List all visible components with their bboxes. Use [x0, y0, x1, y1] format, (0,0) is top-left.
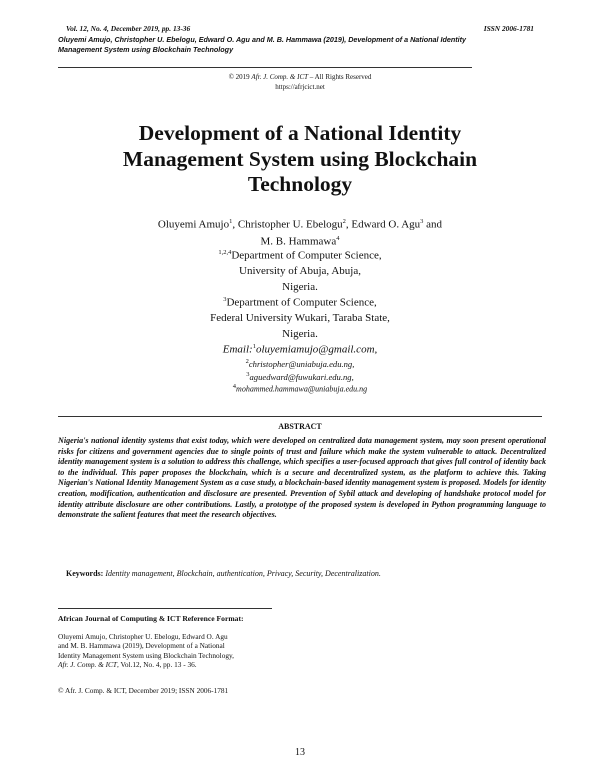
- author-1: Oluyemi Amujo: [157, 218, 230, 231]
- running-authors-line-1: Oluyemi Amujo, Christopher U. Ebelogu, Edward O. Agu and M. B. Hammawa (2019), Development of a National Identity: [58, 35, 467, 44]
- email-2[interactable]: christopher@uniabuja.edu.ng,: [248, 358, 355, 369]
- email-4[interactable]: mohammed.hammawa@uniabuja.edu.ng: [236, 384, 368, 394]
- email-line-4: $^4$mohammed.hammawa@uniabuja.edu.ng: [232, 383, 368, 394]
- affiliation-2: $^3$Department of Computer Science, Federal University Wukari, Taraba State, Nigeria.: [210, 296, 390, 340]
- keywords-value: Identity management, Blockchain, authentication, Privacy, Security, Decentralization.: [105, 569, 381, 578]
- page-number: 13: [295, 747, 305, 758]
- author-2: , Christopher U. Ebelogu: [232, 218, 343, 231]
- reference-heading: African Journal of Computing & ICT Reference Format:: [58, 614, 244, 623]
- header-divider: [58, 67, 472, 68]
- copyright-block: [0, 73, 600, 92]
- author-4: M. B. Hammawa: [260, 235, 337, 248]
- running-authors: [58, 35, 538, 54]
- reference-citation: Oluyemi Amujo, Christopher U. Ebelogu, Edward O. Agu and M. B. Hammawa (2019), Development of a National Identity Management System using Blockchain Technology, Afr. J. Comp. & ICT, Vol.12, No. 4, pp. 13 - 36.: [58, 632, 235, 670]
- reference-divider: [58, 608, 272, 609]
- abstract-heading: ABSTRACT: [278, 422, 322, 431]
- affiliation-1: $^{1,2,4}$Department of Computer Science, University of Abuja, Abuja, Nigeria.: [218, 249, 382, 293]
- email-line-1: Email:$^1$oluyemiamujo@gmail.com,: [222, 343, 378, 356]
- issn: ISSN 2006-1781: [483, 24, 534, 33]
- journal-url[interactable]: https://afrjcict.net: [275, 82, 325, 91]
- author-3: , Edward O. Agu: [345, 218, 421, 231]
- author-list: Oluyemi Amujo$^1$, Christopher U. Ebelogu$^2$, Edward O. Agu$^3$ and M. B. Hammawa$^4$: [157, 218, 443, 248]
- email-label: Email:: [222, 343, 253, 356]
- keywords-label: Keywords:: [66, 569, 104, 578]
- running-authors-line-2: Management System using Blockchain Technology: [58, 44, 234, 54]
- email-3[interactable]: aguedward@fuwukari.edu.ng,: [249, 371, 354, 382]
- email-line-2: $^2$christopher@uniabuja.edu.ng,: [245, 358, 355, 369]
- keywords: [66, 569, 546, 578]
- email-line-3: $^3$aguedward@fuwukari.edu.ng,: [246, 371, 354, 382]
- abstract-divider: [58, 416, 542, 417]
- volume-info: Vol. 12, No. 4, December 2019, pp. 13-36: [66, 24, 191, 33]
- email-1[interactable]: oluyemiamujo@gmail.com,: [255, 343, 378, 356]
- abstract-text: Nigeria's national identity systems that exist today, which were developed on centralized data management system, may soon present operational risks for citizens and government agencies due to single points of trust and failure which make the system vulnerable to attack. Decentralized identity management system is a solution to address this challenge, which specifies a user-focused approach that gives full control of identity back to the individual. This paper proposes the blockchain, which is a secure and decentralized system, as the platform to achieve this. Taking Nigerian's National Identity Management System as a case study, a blockchain-based identity management system is proposed. Models for identity creation, modification, authentication and disclosure are presented. Prevention of Sybil attack and developing of handshake protocol model for identity attribute disclosure are other contributions. Lastly, a prototype of the proposed system is developed in Python programming language to demonstrate the salient features that meet the research objectives.: [58, 436, 546, 520]
- reference-footer: © Afr. J. Comp. & ICT, December 2019; ISSN 2006-1781: [58, 686, 229, 695]
- copyright-line: © 2019 Afr. J. Comp. & ICT – All Rights Reserved: [228, 73, 372, 81]
- paper-title: Development of a National Identity Management System using Blockchain Technology: [122, 121, 478, 196]
